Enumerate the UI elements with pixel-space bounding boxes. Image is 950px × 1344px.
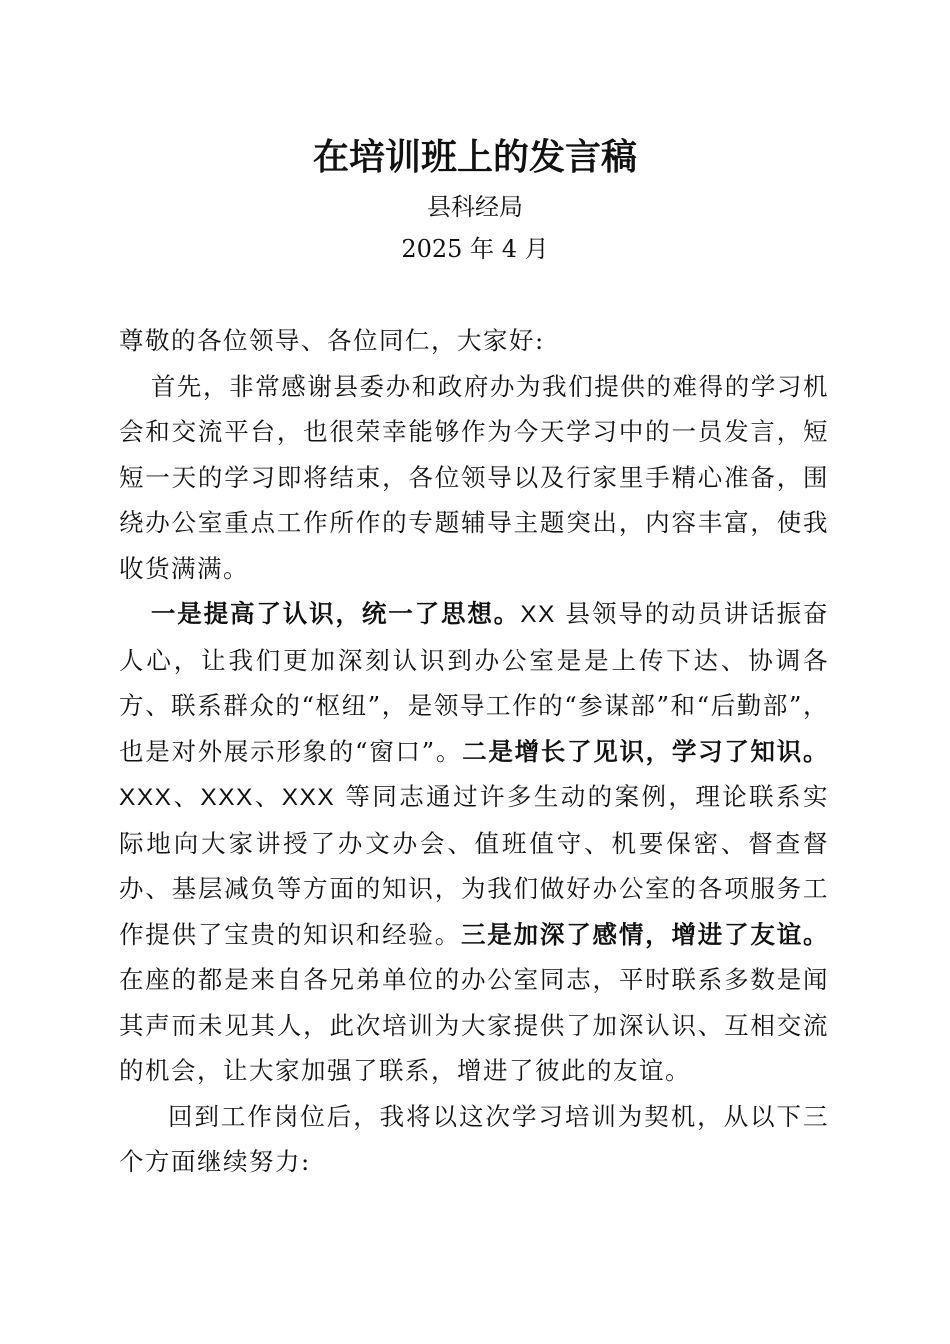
gains-paragraph: [119, 591, 829, 1094]
point-two-heading: 二是增长了见识，学习了知识。: [462, 736, 829, 766]
point-one-text: 县领导的动员讲话振奋人心，让我们更加深刻认识到办公室是是上传下达、协调各方、联系群众的“枢纽”，是领导工作的“参谋部”和“后勤部”，也是对外展示形象的“窗口”。: [119, 599, 829, 766]
point-three-text: 在座的都是来自各兄弟单位的办公室同志，平时联系多数是闻其声而未见其人，此次培训为大家提供了加深认识、互相交流的机会，让大家加强了联系，增进了彼此的友谊。: [119, 965, 829, 1085]
document-title: 在培训班上的发言稿: [312, 136, 637, 178]
point-one-heading: 一是提高了认识，统一了思想。: [150, 599, 521, 628]
point-two-text: 等同志通过许多生动的案例，理论联系实际地向大家讲授了办文办会、值班值守、机要保密、督查督办、基层减负等方面的知识，为我们做好办公室的各项服务工作提供了宝贵的知识和经验。: [119, 782, 829, 949]
greeting-paragraph: 尊敬的各位领导、各位同仁，大家好:: [119, 326, 545, 355]
closing-paragraph: 回到工作岗位后，我将以这次学习培训为契机，从以下三个方面继续努力:: [119, 1101, 829, 1176]
point-three-heading: 三是加深了感情，增进了友谊。: [461, 919, 829, 949]
document-body: [119, 318, 829, 1185]
document-date: 2025 年 4 月: [401, 235, 549, 263]
document-author-org: 县科经局: [427, 193, 523, 221]
point-two-placeholder: XXX、XXX、XXX: [119, 784, 336, 811]
point-one-placeholder: XX: [520, 601, 556, 628]
intro-paragraph: 首先，非常感谢县委办和政府办为我们提供的难得的学习机会和交流平台，也很荣幸能够作为今天学习中的一员发言，短短一天的学习即将结束，各位领导以及行家里手精心准备，围绕办公室重点工作所作的专题辅导主题突出，内容丰富，使我收货满满。: [119, 371, 829, 583]
